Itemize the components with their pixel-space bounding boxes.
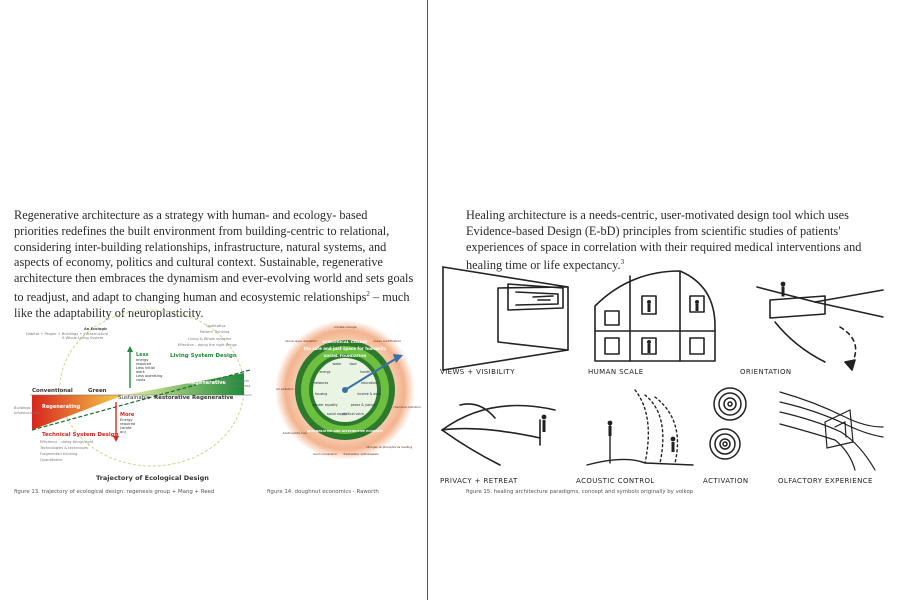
doughnut-diagram [275,320,421,460]
svg-text:water: water [332,362,342,366]
svg-text:Fragmented thinking: Fragmented thinking [40,452,78,456]
svg-text:Less initial: Less initial [136,366,155,370]
svg-text:Less operating: Less operating [136,374,163,378]
figure-14-caption: figure 14. doughnut economics - Raworth [267,489,379,495]
svg-text:required: required [120,422,136,426]
svg-text:work: work [136,370,145,374]
svg-text:Quantitative: Quantitative [40,458,63,462]
stage-restorative: Restorative [154,395,190,401]
svg-text:networks: networks [313,381,329,385]
svg-text:health: health [359,370,371,374]
svg-text:freshwater withdrawals: freshwater withdrawals [343,452,379,456]
svg-text:housing: housing [314,392,328,396]
safe-space-label: the safe and just space for humanity [303,346,387,351]
svg-text:Pattern Thinking: Pattern Thinking [200,330,230,334]
svg-text:peace & justice: peace & justice [350,403,376,407]
orientation-label: ORIENTATION [740,368,792,376]
svg-text:An Ecologic: An Ecologic [84,327,108,331]
ceiling-label: ECOLOGICAL CEILING [322,339,368,344]
stage-regenerative: Regenerative [192,395,234,401]
stage-sustainable: Sustainable [118,395,151,401]
olfactory-experience-sketch [775,382,885,472]
svg-text:biodiversity loss: biodiversity loss [282,431,308,435]
views-visibility-label: VIEWS + VISIBILITY [440,368,515,376]
svg-text:political voice: political voice [342,412,364,416]
svg-text:ozone layer depletion: ozone layer depletion [284,339,318,343]
svg-text:on): on) [120,430,126,434]
svg-text:Qualitative: Qualitative [206,324,226,328]
svg-text:energy: energy [136,358,149,362]
privacy-retreat-label: PRIVACY + RETREAT [440,477,518,485]
svg-text:nitrogen & phosphorus loading: nitrogen & phosphorus loading [365,445,413,449]
svg-text:climate change: climate change [333,325,357,329]
svg-text:income & work: income & work [357,392,381,396]
svg-text:required: required [136,362,152,366]
foundation-label: SOCIAL FOUNDATION [323,354,367,358]
svg-text:air pollution: air pollution [276,387,294,391]
svg-text:Living & Whole systems: Living & Whole systems [188,337,232,341]
svg-text:Buildings: Buildings [14,406,31,410]
human-scale-sketch [590,266,720,366]
svg-text:energy: energy [319,370,331,374]
stage-green: Green [88,388,107,394]
healing-paragraph: Healing architecture is a needs-centric, user-motivated design tool which uses Evidence-based Design (E-bD) principles from scientific studies of patients' experiences of space in correlation with their required medical interventions and healing time or life expectancy.$^3$ [466,208,862,273]
regenerative-box-label: Regenerative [188,380,226,386]
activation-sketch [700,382,760,472]
regenerative-paragraph: Regenerative architecture as a strategy with human- and ecology- based priorities redefines the built environment from building-centric to relational, considering inter-building relationships, infrastructure, natural systems, and aspects of economy, politics and cultural context. Sustainable, regenerative architecture then embraces the dynamism and ever-evolving world and sets goals to readjust, and adapt to changing human and ecosystemic relationships$^2$ – much like the adaptability of neuroplasticity. [14,208,414,320]
svg-text:Efficiency – doing things righ: Efficiency – doing things right [40,440,94,444]
orientation-sketch [755,262,885,372]
svg-text:Consciousness: Consciousness [224,384,251,388]
page-divider [427,0,428,600]
svg-text:Habitat + People + Buildings +: Habitat + People + Buildings + Infrastructure [26,332,109,336]
living-system-label: Living System Design [170,353,237,359]
olfactory-experience-label: OLFACTORY EXPERIENCE [778,477,873,485]
svg-text:Living System: Living System [224,379,250,383]
activation-label: ACTIVATION [703,477,749,485]
svg-text:food: food [349,362,357,366]
svg-text:Infrastructure: Infrastructure [14,411,39,415]
svg-text:social equity: social equity [326,412,348,416]
technical-system-label: Technical System Design [42,432,119,438]
regenerating-label: Regenerating [42,404,81,410]
views-visibility-sketch [438,262,588,372]
svg-text:education: education [361,381,377,385]
technical-wedge [32,395,124,430]
svg-text:A Whole Living System: A Whole Living System [62,336,104,340]
stage-conventional: Conventional [32,388,73,394]
acoustic-control-sketch [585,385,695,470]
acoustic-control-label: ACOUSTIC CONTROL [576,477,655,485]
svg-text:costs: costs [136,378,146,382]
svg-text:chemical pollution: chemical pollution [393,405,421,409]
svg-text:Technologies & techniques: Technologies & techniques [40,446,88,450]
svg-text:land conversion: land conversion [313,452,337,456]
svg-text:Energy: Energy [120,418,133,422]
svg-text:(wrote: (wrote [120,426,132,430]
less-label: Less [136,352,149,358]
svg-text:Effective – doing the right th: Effective – doing the right things [178,343,237,347]
trajectory-title: Trajectory of Ecological Design [96,474,209,482]
human-scale-label: HUMAN SCALE [588,368,644,376]
regen-economy-label: REGENERATIVE AND DISTRIBUTIVE ECONOMY [306,429,384,433]
privacy-retreat-sketch [440,390,560,470]
more-label: More [120,412,135,418]
figure-15-caption: figure 15. healing architecture paradigms, concept and symbols originally by volkop [466,489,694,495]
figure-13-caption: figure 13. trajectory of ecological design: regenesis group + Mang + Reed [14,489,215,495]
svg-text:ocean acidification: ocean acidification [372,339,402,343]
trajectory-diagram [12,310,272,480]
svg-text:gender equality: gender equality [312,403,338,407]
